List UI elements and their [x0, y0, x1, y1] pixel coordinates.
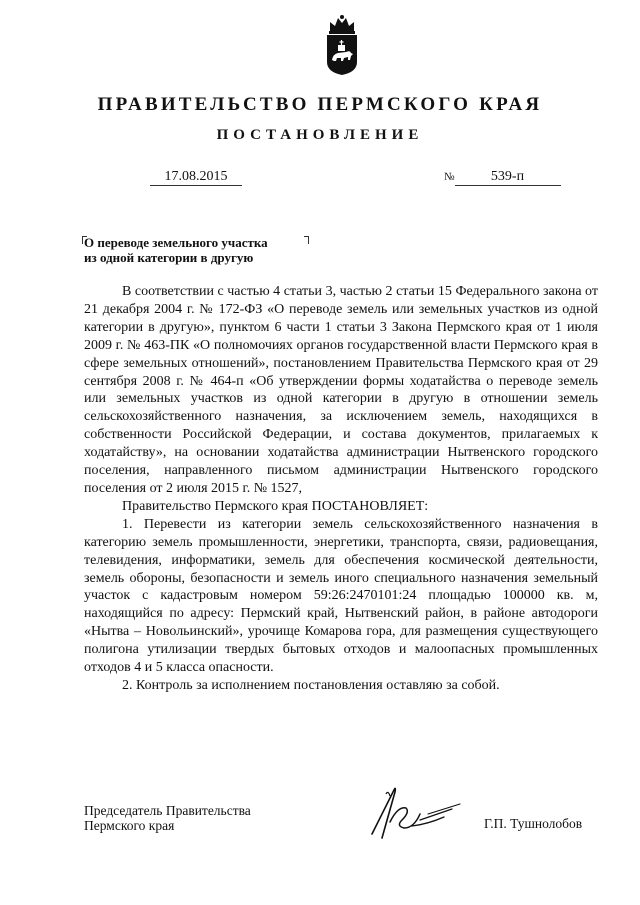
document-subject	[84, 235, 324, 265]
signatory-position	[84, 803, 251, 833]
government-title: ПРАВИТЕЛЬСТВО ПЕРМСКОГО КРАЯ	[97, 94, 543, 115]
number-sign: №	[444, 171, 455, 183]
position-line-2: Пермского края	[84, 818, 175, 833]
subject-line-2: из одной категории в другую	[84, 250, 254, 265]
document-number: 539-п	[455, 168, 561, 186]
preamble-paragraph: В соответствии с частью 4 статьи 3, частью 2 статьи 15 Федерального закона от 21 декабря 2004 г. № 172-ФЗ «О переводе земель или земельных участков из одной категории в другую», пунктом 6 части 1 статьи 3 Закона Пермского края от 1 июля 2009 г. № 463-ПК «О полномочиях органов государственной власти Пермского края в сфере земельных отношений», постановлением Правительства Пермского края от 29 сентября 2008 г. № 464-п «Об утверждении формы ходатайства о переводе земель или земельных участков из одной категории в другую в отношении земель сельскохозяйственного назначения, за исключением земель, находящихся в собственности Российской Федерации, и состава документов, прилагаемых к ходатайству», на основании ходатайства администрации Нытвенского городского поселения, направленного письмом администрации Нытвенского городского поселения от 2 июля 2015 г. № 1527,	[84, 284, 598, 496]
document-date: 17.08.2015	[150, 168, 242, 186]
handwritten-signature-icon	[368, 784, 474, 840]
subject-line-1: О переводе земельного участка	[84, 235, 268, 250]
perm-krai-coat-of-arms-icon	[324, 14, 360, 76]
position-line-1: Председатель Правительства	[84, 803, 251, 818]
item-2-paragraph: 2. Контроль за исполнением постановления оставляю за собой.	[122, 677, 500, 693]
document-type: ПОСТАНОВЛЕНИЕ	[216, 127, 424, 143]
resolution-paragraph: Правительство Пермского края ПОСТАНОВЛЯЕТ:	[122, 498, 429, 514]
document-body	[84, 283, 598, 695]
document-number-field	[444, 168, 561, 186]
item-1-paragraph: 1. Перевести из категории земель сельскохозяйственного назначения в категорию земель промышленности, энергетики, транспорта, связи, радиовещания, телевидения, информатики, земель для обеспечения космической деятельности, земель обороны, безопасности и земель иного специального назначения земельный участок с кадастровым номером 59:26:2470101:24 площадью 100000 кв. м, находящийся по адресу: Пермский край, Нытвенский район, в районе автодороги «Нытва – Новольинский», урочище Комарова гора, для размещения существующего полигона утилизации твердых бытовых отходов и малоопасных промышленных отходов 4 и 5 класса опасности.	[84, 516, 598, 676]
signatory-name: Г.П. Тушнолобов	[484, 816, 583, 831]
